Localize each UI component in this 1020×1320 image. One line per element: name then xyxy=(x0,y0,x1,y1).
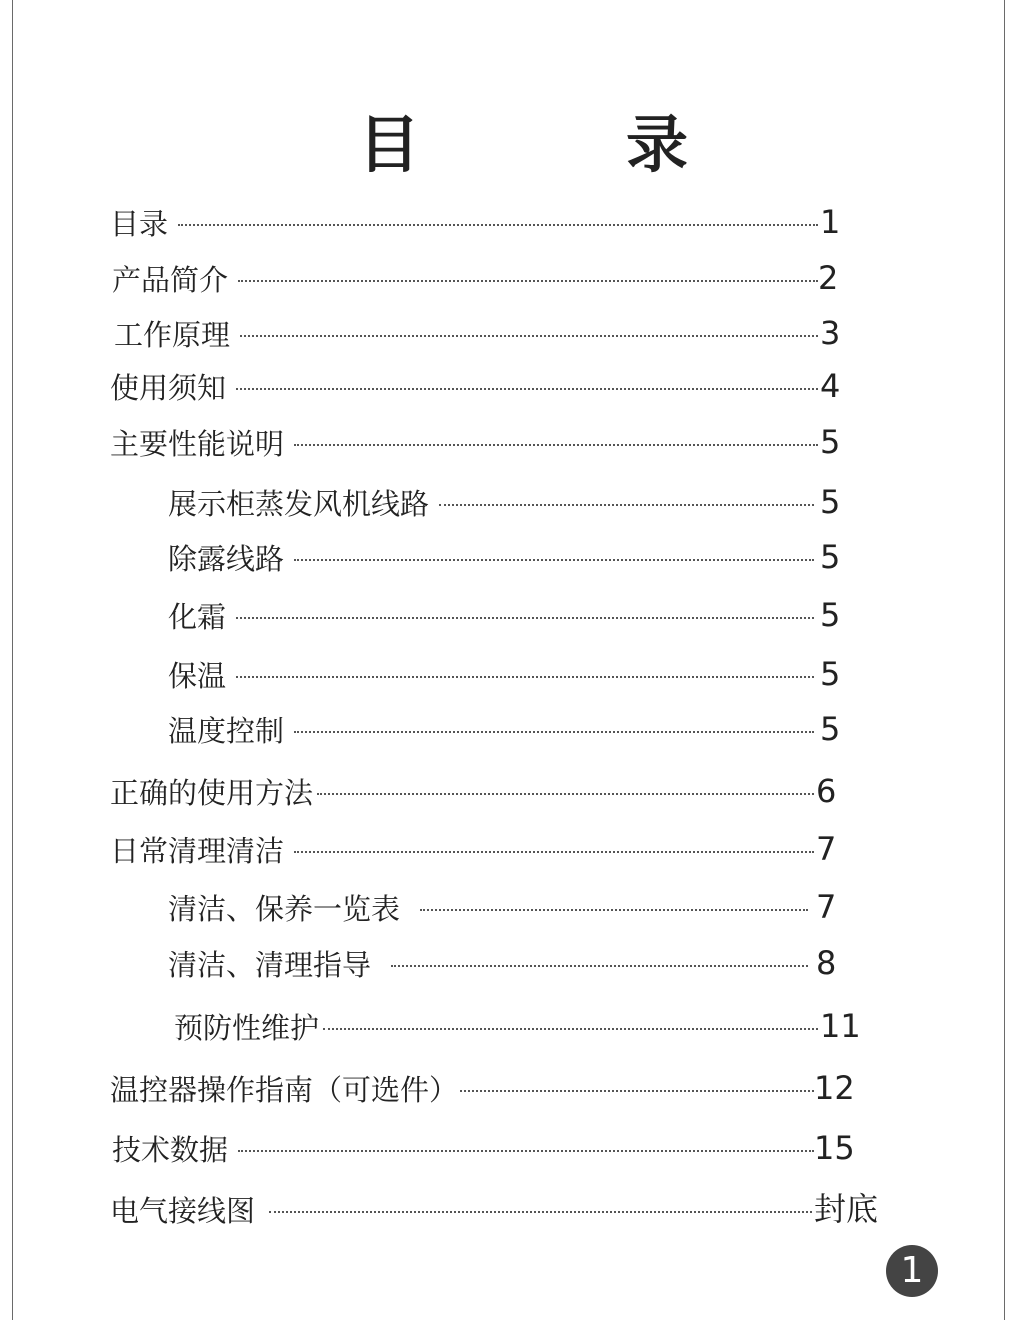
toc-entry-label: 使用须知 xyxy=(110,370,227,405)
toc-entry-page: 3 xyxy=(820,314,841,352)
toc-entry[interactable] xyxy=(168,887,837,927)
toc-entry[interactable] xyxy=(112,258,839,298)
toc-entry-page: 11 xyxy=(820,1007,861,1045)
toc-entry-label: 温度控制 xyxy=(168,713,285,748)
left-border-line xyxy=(12,0,13,1320)
toc-entry-label: 技术数据 xyxy=(112,1132,229,1167)
toc-entry-page: 15 xyxy=(814,1129,855,1167)
page-number-badge: 1 xyxy=(886,1245,938,1297)
toc-entry-label: 化霜 xyxy=(168,599,227,634)
toc-entry[interactable] xyxy=(174,1006,861,1046)
toc-entry[interactable] xyxy=(168,943,837,983)
toc-entry-label: 预防性维护 xyxy=(174,1010,320,1045)
toc-entry-label: 主要性能说明 xyxy=(110,426,285,461)
leader-dots xyxy=(178,224,818,226)
toc-entry-label: 温控器操作指南（可选件） xyxy=(110,1072,459,1107)
title-char-1: 目 xyxy=(358,108,421,181)
leader-dots xyxy=(323,1028,818,1030)
toc-entry-page: 8 xyxy=(816,944,837,982)
title-char-2: 录 xyxy=(625,108,688,181)
toc-entry-page: 7 xyxy=(816,830,837,868)
leader-dots xyxy=(294,731,814,733)
toc-entry-label: 工作原理 xyxy=(114,317,231,352)
leader-dots xyxy=(391,965,808,967)
toc-entry[interactable] xyxy=(110,1189,879,1229)
leader-dots xyxy=(439,504,814,506)
toc-entry[interactable] xyxy=(110,422,841,462)
toc-entry-page: 1 xyxy=(820,203,841,241)
toc-entry[interactable] xyxy=(112,1128,855,1168)
toc-entry-label: 目录 xyxy=(110,206,169,241)
leader-dots xyxy=(269,1211,812,1213)
toc-entry-page: 5 xyxy=(820,596,841,634)
toc-entry-label: 日常清理清洁 xyxy=(110,833,285,868)
leader-dots xyxy=(294,559,814,561)
toc-entry[interactable] xyxy=(110,1068,855,1108)
toc-entry[interactable] xyxy=(168,595,841,635)
toc-entry[interactable] xyxy=(110,366,841,406)
toc-entry[interactable] xyxy=(168,654,841,694)
leader-dots xyxy=(236,617,814,619)
leader-dots xyxy=(238,1150,814,1152)
toc-entry[interactable] xyxy=(168,537,841,577)
leader-dots xyxy=(420,909,808,911)
toc-entry[interactable] xyxy=(168,709,841,749)
toc-entry-page: 2 xyxy=(818,259,839,297)
leader-dots xyxy=(460,1090,814,1092)
right-border-line xyxy=(1004,0,1005,1320)
toc-entry[interactable] xyxy=(110,829,837,869)
toc-entry[interactable] xyxy=(110,202,841,242)
toc-entry[interactable] xyxy=(110,771,837,811)
toc-entry[interactable] xyxy=(168,482,841,522)
toc-entry-label: 除露线路 xyxy=(168,541,285,576)
toc-entry-page: 12 xyxy=(814,1069,855,1107)
toc-entry-label: 保温 xyxy=(168,658,227,693)
leader-dots xyxy=(238,280,818,282)
toc-entry-page: 5 xyxy=(820,538,841,576)
toc-entry-page: 6 xyxy=(816,772,837,810)
page-title xyxy=(358,108,688,182)
leader-dots xyxy=(294,851,814,853)
leader-dots xyxy=(236,676,814,678)
toc-entry-label: 清洁、保养一览表 xyxy=(168,891,401,926)
toc-entry-page: 7 xyxy=(816,888,837,926)
toc-entry-page: 4 xyxy=(820,367,841,405)
toc-entry-page: 5 xyxy=(820,483,841,521)
toc-entry-label: 清洁、清理指导 xyxy=(168,947,372,982)
toc-entry-label: 电气接线图 xyxy=(110,1193,256,1228)
leader-dots xyxy=(240,335,818,337)
toc-entry-page: 5 xyxy=(820,423,841,461)
toc-entry-page: 5 xyxy=(820,710,841,748)
leader-dots xyxy=(317,793,814,795)
leader-dots xyxy=(236,388,818,390)
toc-entry-page: 5 xyxy=(820,655,841,693)
toc-entry-label: 正确的使用方法 xyxy=(110,775,314,810)
toc-entry-label: 产品简介 xyxy=(112,262,229,297)
toc-entry-page: 封底 xyxy=(814,1190,879,1228)
toc-entry-label: 展示柜蒸发风机线路 xyxy=(168,486,430,521)
leader-dots xyxy=(294,444,818,446)
toc-entry[interactable] xyxy=(114,313,841,353)
